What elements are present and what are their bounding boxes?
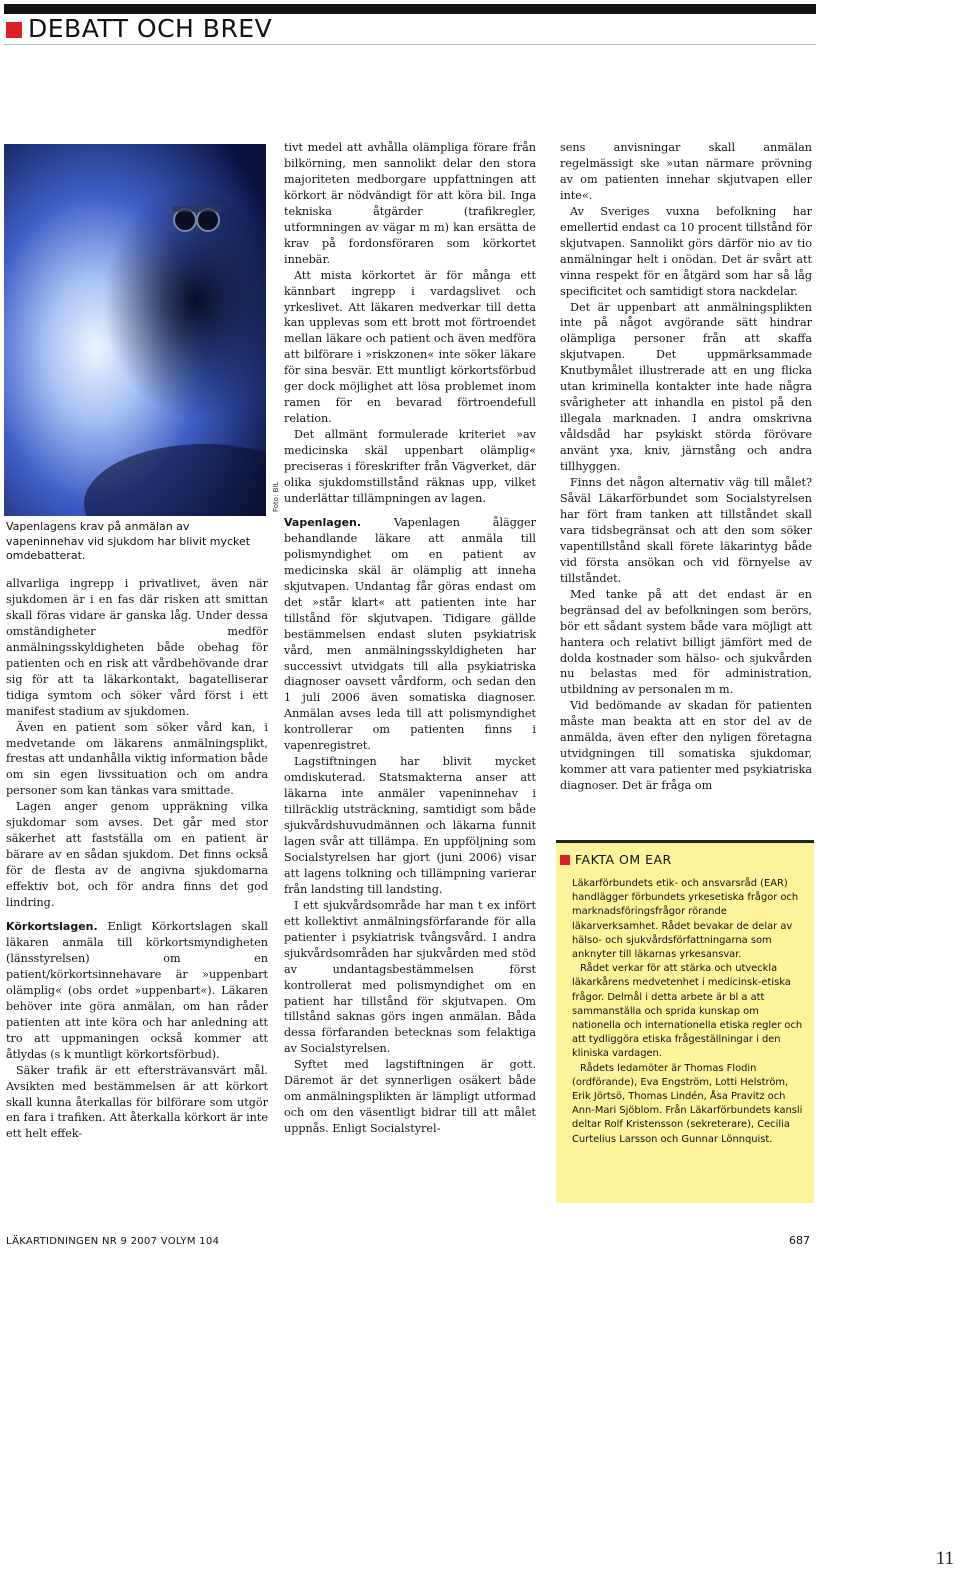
paragraph: Även en patient som söker vård kan, i medvetande om läkarens anmälningsplikt, frestas att undanhålla viktig information både om sin egen livssituation och om andra personer som kan tänkas vara smittade. xyxy=(6,720,268,798)
paragraph: sens anvisningar skall anmälan regelmässigt ske »utan närmare prövning av om patienten innehar skjutvapen eller inte«. xyxy=(560,141,812,202)
page-number: 687 xyxy=(789,1234,810,1247)
section-title: DEBATT OCH BREV xyxy=(28,14,273,43)
photo-credit: Foto: BIL xyxy=(272,481,280,512)
fakta-paragraph: Rådets ledamöter är Thomas Flodin (ordförande), Eva Engström, Lotti Helström, Erik Jörtsö, Thomas Lindén, Åsa Pravitz och Ann-Mari Sjöblom. Från Läkarförbundets kansli deltar Rolf Kristensson (sekreterare), Cecilia Curtelius Larsson och Gunnar Lönnquist. xyxy=(572,1062,803,1145)
paragraph: tivt medel att avhålla olämpliga förare från bilkörning, men sannolikt delar den stora majoriteten medborgare uppfattningen att körkort är nödvändigt för att köra bil. Inga tekniska åtgärder (trafikregler, utformningen av vägar m m) kan ersätta de krav på fordonsföraren som körkortet innebär. xyxy=(284,141,536,266)
subheading-korkort: Körkortslagen. xyxy=(6,920,98,934)
fakta-body xyxy=(572,877,808,1147)
article-column-2 xyxy=(284,140,536,1137)
paragraph: Syftet med lagstiftningen är gott. Däremot är det synnerligen osäkert både om anmälningsplikten är lämpligt utformad och om den väsentligt bidrar till att målet uppnås. Enligt Socialstyrel- xyxy=(284,1058,536,1136)
subheading-vapen: Vapenlagen. xyxy=(284,515,362,529)
paragraph: Att mista körkortet är för många ett kännbart ingrepp i vardagslivet och yrkeslivet. Att läkaren medverkar till detta kan upplevas som ett brott mot förtroendet mellan läkare och patient och även medföra att bilförare i »riskzonen« inte söker läkare för sina besvär. Ett muntligt körkortsförbud ger dock möjlighet att lösa problemet inom ramen för en bevarad förtroendefull relation. xyxy=(284,268,536,426)
paragraph: Vapenlagen ålägger behandlande läkare att anmäla till polismyndighet om en patient av medicinska skäl är olämplig att inneha skjutvapen. Undantag får göras endast om det »står klart« att patienten inte har tillstånd för skjutvapen. Tidigare gällde bestämmelsen endast sluten psykiatrisk vård, men anmälningsskyldigheten har successivt utvidgats till alla psykiatriska diagnoser oavsett vårdform, och sedan den 1 juli 2006 även somatiska diagnoser. Anmälan avses leda till att polismyndighet kontrollerar om patienten finns i vapenregistret. xyxy=(284,515,536,753)
document-page-number: 11 xyxy=(935,1548,954,1569)
fakta-paragraph: Läkarförbundets etik- och ansvarsråd (EAR) handlägger förbundets yrkesetiska frågor och marknadsföringsfrågor rörande läkarverksamhet. Rådet bevakar de delar av hälso- och sjukvårdsförfattningarna som anknyter till läkarnas yrkesansvar. xyxy=(572,878,799,961)
paragraph: Det är uppenbart att anmälningsplikten inte på något avgörande sätt hindrar olämpliga personer från att skaffa skjutvapen. Det uppmärksammade Knutbymålet illustrerade att en ung flicka utan kriminella kontakter inte hade några svårigheter att inhandla en pistol på den illegala marknaden. I andra omskrivna våldsdåd har psykiskt störda förövare använt yxa, kniv, järnstång och andra tillhyggen. xyxy=(560,300,812,474)
header-divider xyxy=(4,44,816,45)
article-column-3 xyxy=(560,140,812,830)
vapen-section xyxy=(284,515,536,754)
photo-illustration xyxy=(4,144,266,516)
fakta-title: FAKTA OM EAR xyxy=(575,852,672,867)
paragraph: Med tanke på att det endast är en begränsad del av befolkningen som berörs, bör ett sådant system både vara möjligt att hantera och relativt billigt jämfört med de dolda kostnader som hälso- och sjukvården nu belastas med för administration, utbildning av personalen m m. xyxy=(560,587,812,697)
fakta-marker-square xyxy=(560,855,570,865)
paragraph: Enligt Körkortslagen skall läkaren anmäla till körkortsmyndigheten (länsstyrelsen) om en patient/körkortsinnehavare är »uppenbart olämplig« (obs ordet »uppenbart«). Läkaren behöver inte göra anmälan, om han råder patienten att inte köra och har anledning att tro att uppmaningen också kommer att åtlydas (s k muntligt körkortsförbud). xyxy=(6,920,268,1061)
article-column-1 xyxy=(6,576,268,1142)
paragraph: Av Sveriges vuxna befolkning har emellertid endast ca 10 procent tillstånd för skjutvapen. Sannolikt görs därför nio av tio anmälningar helt i onödan. Det är svårt att vinna respekt för en åtgärd som har så låg specificitet och samtidigt stora nackdelar. xyxy=(560,204,812,298)
gun-barrel-photo xyxy=(4,144,266,516)
paragraph: Säker trafik är ett eftersträvansvärt mål. Avsikten med bestämmelsen är att körkort skall kunna återkallas för bilförare som utgör en fara i trafiken. Att återkalla körkort är inte ett helt effek- xyxy=(6,1063,268,1141)
paragraph: Lagen anger genom uppräkning vilka sjukdomar som avses. Det går med stor säkerhet att fastställa om en patient är bärare av en sådan sjukdom. Det finns också för de flesta av de angivna sjukdomarna effektiv bot, och för andra finns det god lindring. xyxy=(6,800,268,910)
paragraph: Det allmänt formulerade kriteriet »av medicinska skäl uppenbart olämplig« preciseras i föreskrifter från Vägverket, där olika sjukdomstillstånd räknas upp, vilket underlättar tillämpningen av lagen. xyxy=(284,428,536,505)
journal-footer: LÄKARTIDNINGEN NR 9 2007 VOLYM 104 xyxy=(6,1236,220,1247)
photo-caption: Vapenlagens krav på anmälan av vapeninnehav vid sjukdom har blivit mycket omdebatterat. xyxy=(6,520,251,562)
fakta-box xyxy=(556,840,814,1203)
paragraph: I ett sjukvårdsområde har man t ex infört ett kollektivt anmälningsförfarande för alla patienter i psykiatrisk tvångsvård. I andra sjukvårdsområden har sjukvården med stöd av undantagsbestämmelsen först kontrollerat med polismyndighet om en patient har tillstånd för skjutvapen. Om tillstånd saknas görs ingen anmälan. Båda dessa förfaranden betecknas som felaktiga av Socialstyrelsen. xyxy=(284,898,536,1056)
fakta-paragraph: Rådet verkar för att stärka och utveckla läkarkårens medvetenhet i medicinsk-etiska frågor. Delmål i detta arbete är bl a att sammanställa och sprida kunskap om nationella och internationella etiska regler och att tydliggöra etiska frågeställningar i den kliniska vardagen. xyxy=(572,963,803,1060)
top-rule-bar xyxy=(4,4,816,14)
fakta-header xyxy=(560,852,672,867)
paragraph: Vid bedömande av skadan för patienten måste man beakta att en stor del av de anmälda, även efter den nyligen företagna utvidgningen till somatiska sjukdomar, kommer att vara patienter med psykiatriska diagnoser. Det är fråga om xyxy=(560,699,812,793)
paragraph: allvarliga ingrepp i privatlivet, även när sjukdomen är i en fas där risken att smittan skall föras vidare är ganska låg. Under dessa omständigheter medför anmälningsskyldigheten både obehag för patienten och en risk att vårdbehövande drar sig för att ta läkarkontakt, bagatelliserar tidiga symtom och söker vård först i ett manifest stadium av sjukdomen. xyxy=(6,577,268,718)
korkort-section xyxy=(6,919,268,1063)
paragraph: Lagstiftningen har blivit mycket omdiskuterad. Statsmakterna anser att läkarna inte anmäler vapeninnehav i tillräcklig utsträckning, samtidigt som både sjukvårdshuvudmännen och läkarna funnit lagen svår att tillämpa. En uppföljning som Socialstyrelsen har gjort (juni 2006) visar att lagens tolkning och tillämpning varierar från landsting till landsting. xyxy=(284,755,536,896)
section-marker-square xyxy=(6,22,22,38)
paragraph: Finns det någon alternativ väg till målet? Såväl Läkarförbundet som Socialstyrelsen har fört fram tanken att tillståndet skall vara tidsbegränsat och att den som söker vapentillstånd skall förete läkarintyg både vid första ansökan och vid förnyelse av tillståndet. xyxy=(560,476,812,585)
